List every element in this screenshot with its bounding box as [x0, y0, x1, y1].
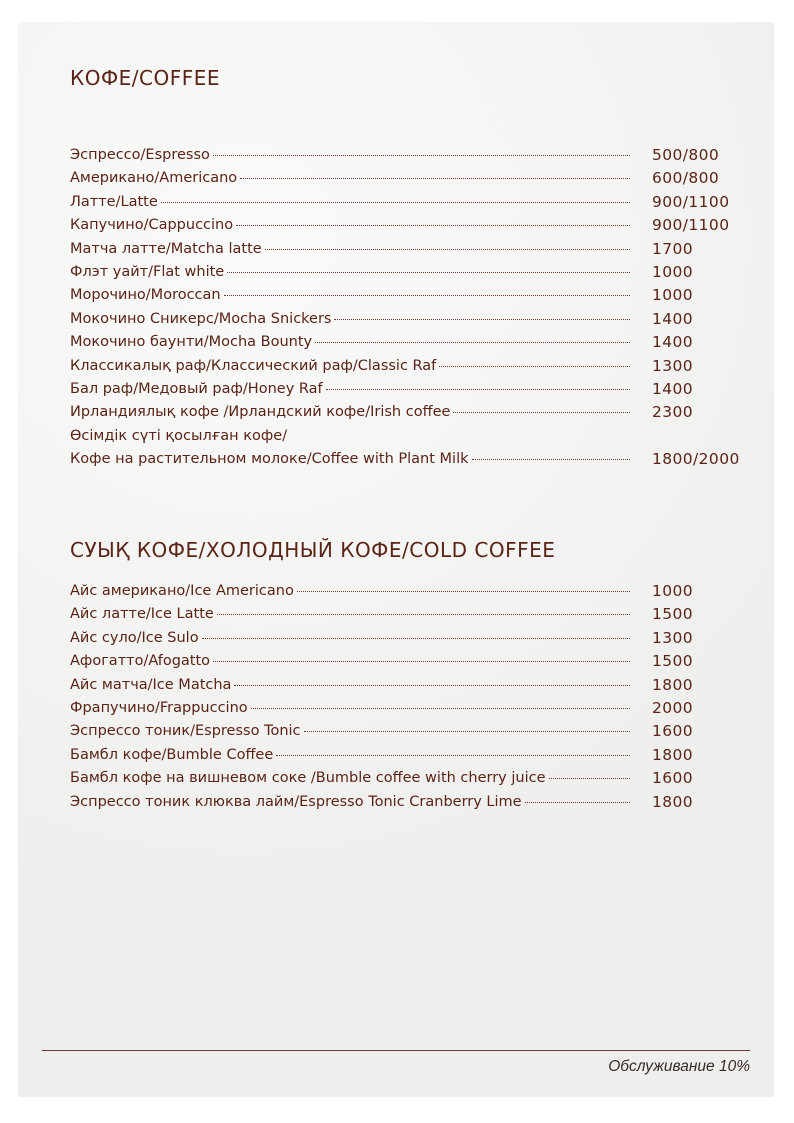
- item-name: Матча латте/Matcha latte: [70, 240, 262, 257]
- menu-item: [70, 628, 694, 652]
- dot-leader: [161, 201, 630, 203]
- menu-item: [70, 605, 694, 628]
- item-name: Морочино/Moroccan: [70, 287, 221, 304]
- menu-item: [70, 722, 694, 745]
- cold-coffee-menu-list: [70, 582, 694, 816]
- item-name: Айс матча/Ice Matcha: [70, 676, 232, 693]
- item-price: 1000: [652, 582, 694, 600]
- item-name: Айс американо/Ice Americano: [70, 583, 294, 599]
- item-price: 1000: [652, 262, 694, 281]
- item-name-line1: Өсімдік сүті қосылған кофе/: [70, 427, 288, 444]
- item-name: Американо/Americano: [70, 170, 238, 187]
- item-price: 1800/2000: [652, 450, 740, 469]
- dot-leader: [251, 707, 630, 709]
- dot-leader: [304, 730, 630, 732]
- item-price: 1800: [652, 675, 694, 694]
- dot-leader: [297, 590, 630, 592]
- item-name: Бамбл кофе/Bumble Coffee: [70, 746, 274, 763]
- menu-item: [70, 652, 694, 675]
- menu-item: [70, 403, 694, 426]
- dot-leader: [265, 248, 630, 250]
- menu-item: [70, 698, 694, 722]
- dot-leader: [213, 154, 630, 156]
- menu-item: [70, 286, 694, 309]
- item-name: Бал раф/Медовый раф/Honey Raf: [70, 380, 323, 397]
- item-price: 1800: [652, 792, 694, 811]
- menu-item: [70, 262, 694, 286]
- menu-item: [70, 745, 694, 769]
- dot-leader: [326, 388, 630, 390]
- item-name: Бамбл кофе на вишневом соке /Bumble coffee with cherry juice: [70, 770, 546, 787]
- menu-item: [70, 792, 694, 816]
- footer-divider: [42, 1050, 750, 1051]
- item-price: 900/1100: [652, 216, 730, 235]
- item-price: 1400: [652, 309, 694, 328]
- menu-item: [70, 769, 694, 792]
- dot-leader: [202, 637, 630, 639]
- item-price: 900/1100: [652, 192, 730, 211]
- dot-leader: [334, 318, 630, 320]
- item-price: 500/800: [652, 146, 720, 164]
- menu-item: [70, 379, 694, 403]
- item-price: 1400: [652, 333, 694, 352]
- menu-item: [70, 192, 730, 216]
- dot-leader: [234, 684, 630, 686]
- dot-leader: [224, 294, 630, 296]
- item-name: Флэт уайт/Flat white: [70, 263, 225, 280]
- item-name: Афогатто/Afogatto: [70, 653, 211, 670]
- dot-leader: [525, 801, 630, 803]
- menu-item: [70, 169, 720, 192]
- menu-item: [70, 582, 694, 605]
- item-price: 1800: [652, 745, 694, 764]
- service-charge-note: Обслуживание 10%: [608, 1058, 750, 1075]
- item-name: Классикалық раф/Классический раф/Classic Raf: [70, 357, 437, 374]
- menu-item: [70, 146, 720, 169]
- item-price: 1600: [652, 722, 694, 741]
- item-name: Мокочино Сникерс/Mocha Snickers: [70, 310, 332, 327]
- dot-leader: [236, 224, 630, 226]
- menu-item: [70, 333, 694, 356]
- item-name: Эспрессо/Espresso: [70, 147, 210, 163]
- item-name: Ирландиялық кофе /Ирландский кофе/Irish coffee: [70, 404, 451, 421]
- item-price: 1300: [652, 628, 694, 647]
- item-name: Мокочино баунти/Mocha Bounty: [70, 334, 313, 351]
- menu-item: [70, 356, 694, 380]
- coffee-menu-list: [70, 146, 740, 473]
- item-price: 2000: [652, 698, 694, 717]
- menu-item: [70, 427, 740, 474]
- dot-leader: [276, 754, 630, 756]
- item-price: 1300: [652, 356, 694, 375]
- dot-leader: [439, 365, 630, 367]
- dot-leader: [217, 613, 630, 615]
- item-name: Эспрессо тоник клюква лайм/Espresso Tonic Cranberry Lime: [70, 793, 522, 810]
- dot-leader: [240, 177, 630, 179]
- item-price: 1600: [652, 769, 694, 788]
- item-name: Фрапучино/Frappuccino: [70, 699, 248, 716]
- dot-leader: [227, 271, 630, 273]
- item-price: 1700: [652, 239, 694, 258]
- section-title-cold-coffee: СУЫҚ КОФЕ/ХОЛОДНЫЙ КОФЕ/COLD COFFEE: [70, 538, 556, 562]
- menu-item: [70, 309, 694, 333]
- item-price: 1000: [652, 286, 694, 305]
- dot-leader: [213, 660, 630, 662]
- section-title-coffee: КОФЕ/COFFEE: [70, 66, 221, 90]
- item-price: 600/800: [652, 169, 720, 188]
- item-name: Айс латте/Ice Latte: [70, 606, 214, 623]
- item-price: 1500: [652, 652, 694, 671]
- dot-leader: [549, 777, 630, 779]
- menu-item: [70, 239, 694, 263]
- menu-item: [70, 675, 694, 699]
- item-name: Капучино/Cappuccino: [70, 217, 234, 234]
- dot-leader: [453, 411, 630, 413]
- dot-leader: [472, 458, 630, 460]
- item-name: Айс суло/Ice Sulo: [70, 629, 199, 646]
- menu-item: [70, 216, 730, 239]
- item-name: Эспрессо тоник/Espresso Tonic: [70, 723, 301, 740]
- item-name: Латте/Latte: [70, 193, 158, 210]
- item-price: 1500: [652, 605, 694, 624]
- dot-leader: [315, 341, 630, 343]
- item-name: Кофе на растительном молоке/Coffee with Plant Milk: [70, 451, 469, 468]
- item-price: 2300: [652, 403, 694, 422]
- item-price: 1400: [652, 379, 694, 398]
